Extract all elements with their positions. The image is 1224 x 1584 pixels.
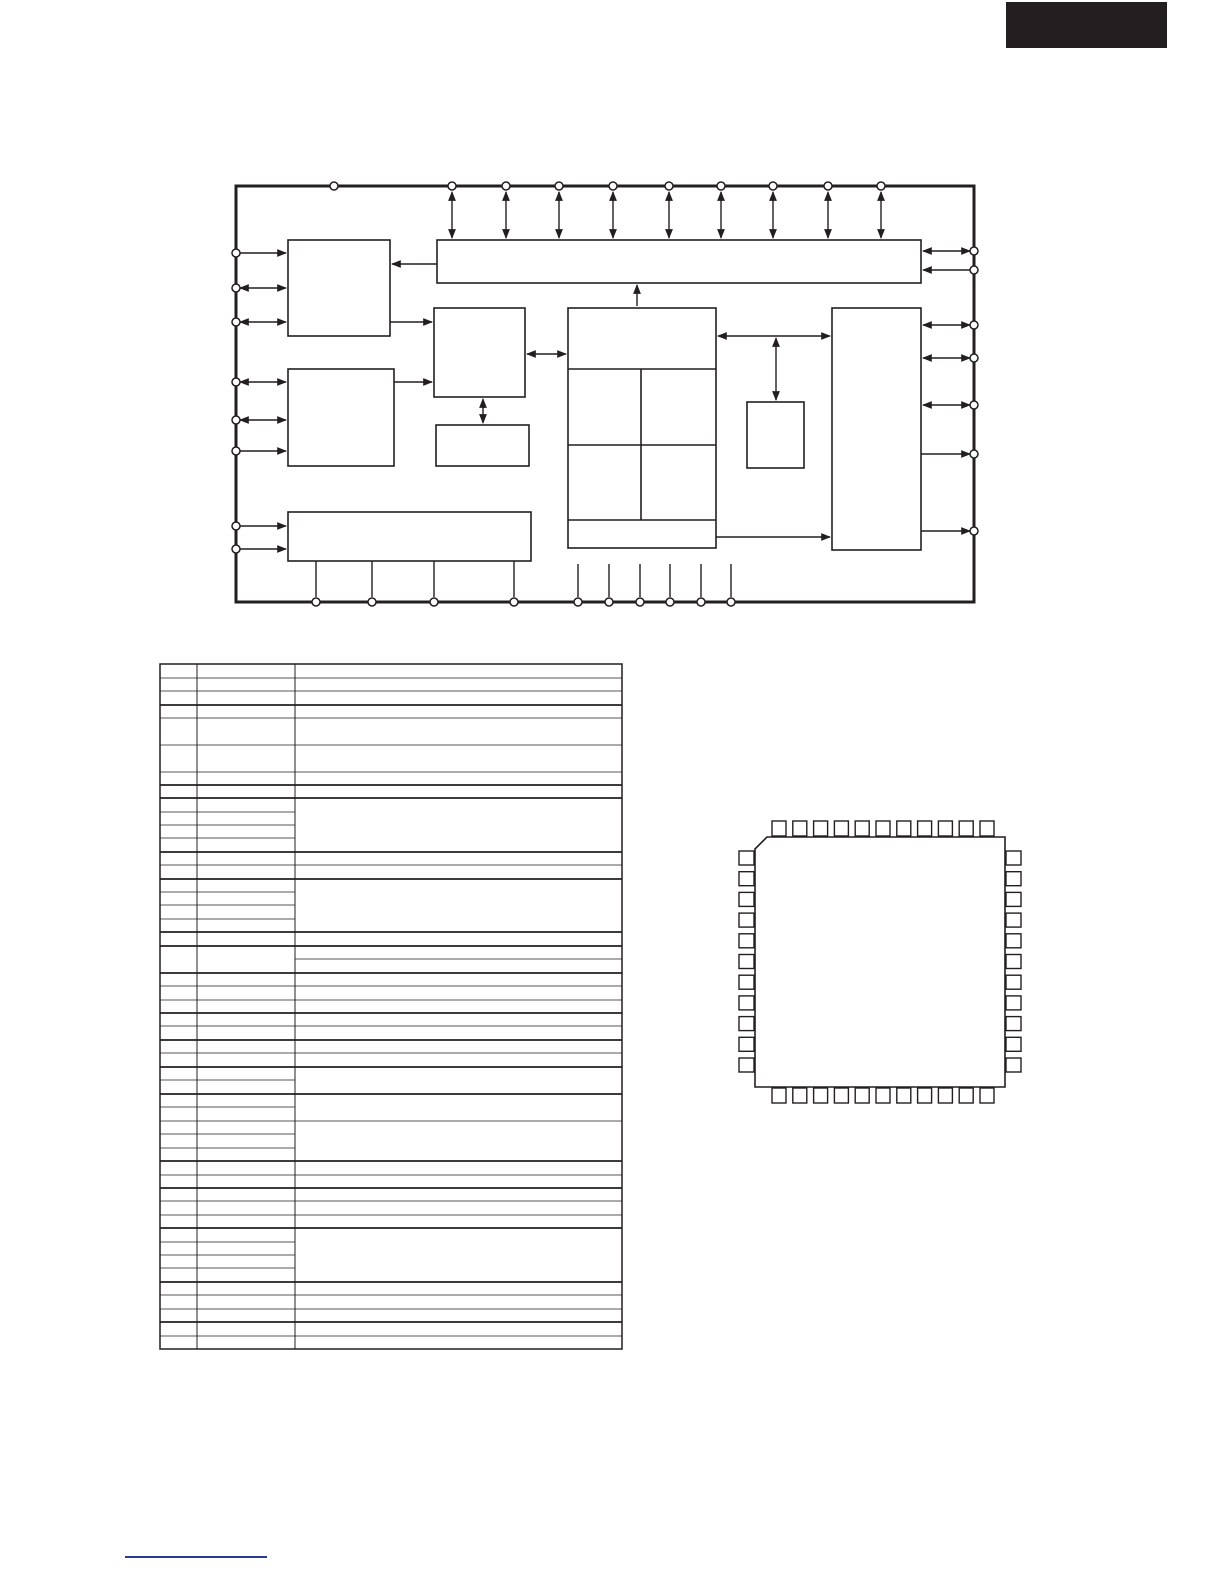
package-pin-left [739,851,754,865]
package-pin-left [739,1017,754,1031]
package-pin-top [793,821,807,836]
package-pin-top [897,821,911,836]
package-pin-bottom [876,1088,890,1103]
package-pin-right [1006,934,1021,948]
package-pin-right [1006,872,1021,886]
package-pin-bottom [959,1088,973,1103]
package-pin-right [1006,892,1021,906]
package-body [755,837,1005,1087]
package-pin-top [959,821,973,836]
package-pin-top [834,821,848,836]
package-pin-bottom [834,1088,848,1103]
package-pin-right [1006,975,1021,989]
package-pin-right [1006,955,1021,969]
package-pin-left [739,913,754,927]
package-pin-bottom [980,1088,994,1103]
package-pin-left [739,872,754,886]
package-pin-right [1006,913,1021,927]
package-pin-left [739,1037,754,1051]
package-pin-bottom [938,1088,952,1103]
package-pin-bottom [814,1088,828,1103]
package-pin-bottom [793,1088,807,1103]
package-pin-bottom [918,1088,932,1103]
package-pin-left [739,934,754,948]
package-pin-right [1006,851,1021,865]
package-pin-left [739,892,754,906]
package-pin-top [855,821,869,836]
package-pin-left [739,955,754,969]
package-pin-top [980,821,994,836]
footer-link[interactable] [125,1556,267,1558]
package-pin-right [1006,996,1021,1010]
package-pin-top [814,821,828,836]
package-pin-left [739,1058,754,1072]
package-pin-bottom [855,1088,869,1103]
package-pin-top [938,821,952,836]
package-pin-right [1006,1058,1021,1072]
package-pin-bottom [897,1088,911,1103]
package-pin-top [876,821,890,836]
package-pin-right [1006,1037,1021,1051]
package-pin-left [739,996,754,1010]
package-pin-left [739,975,754,989]
package-pin-top [918,821,932,836]
package-pin-right [1006,1017,1021,1031]
package-pin-top [772,821,786,836]
package-pin-bottom [772,1088,786,1103]
